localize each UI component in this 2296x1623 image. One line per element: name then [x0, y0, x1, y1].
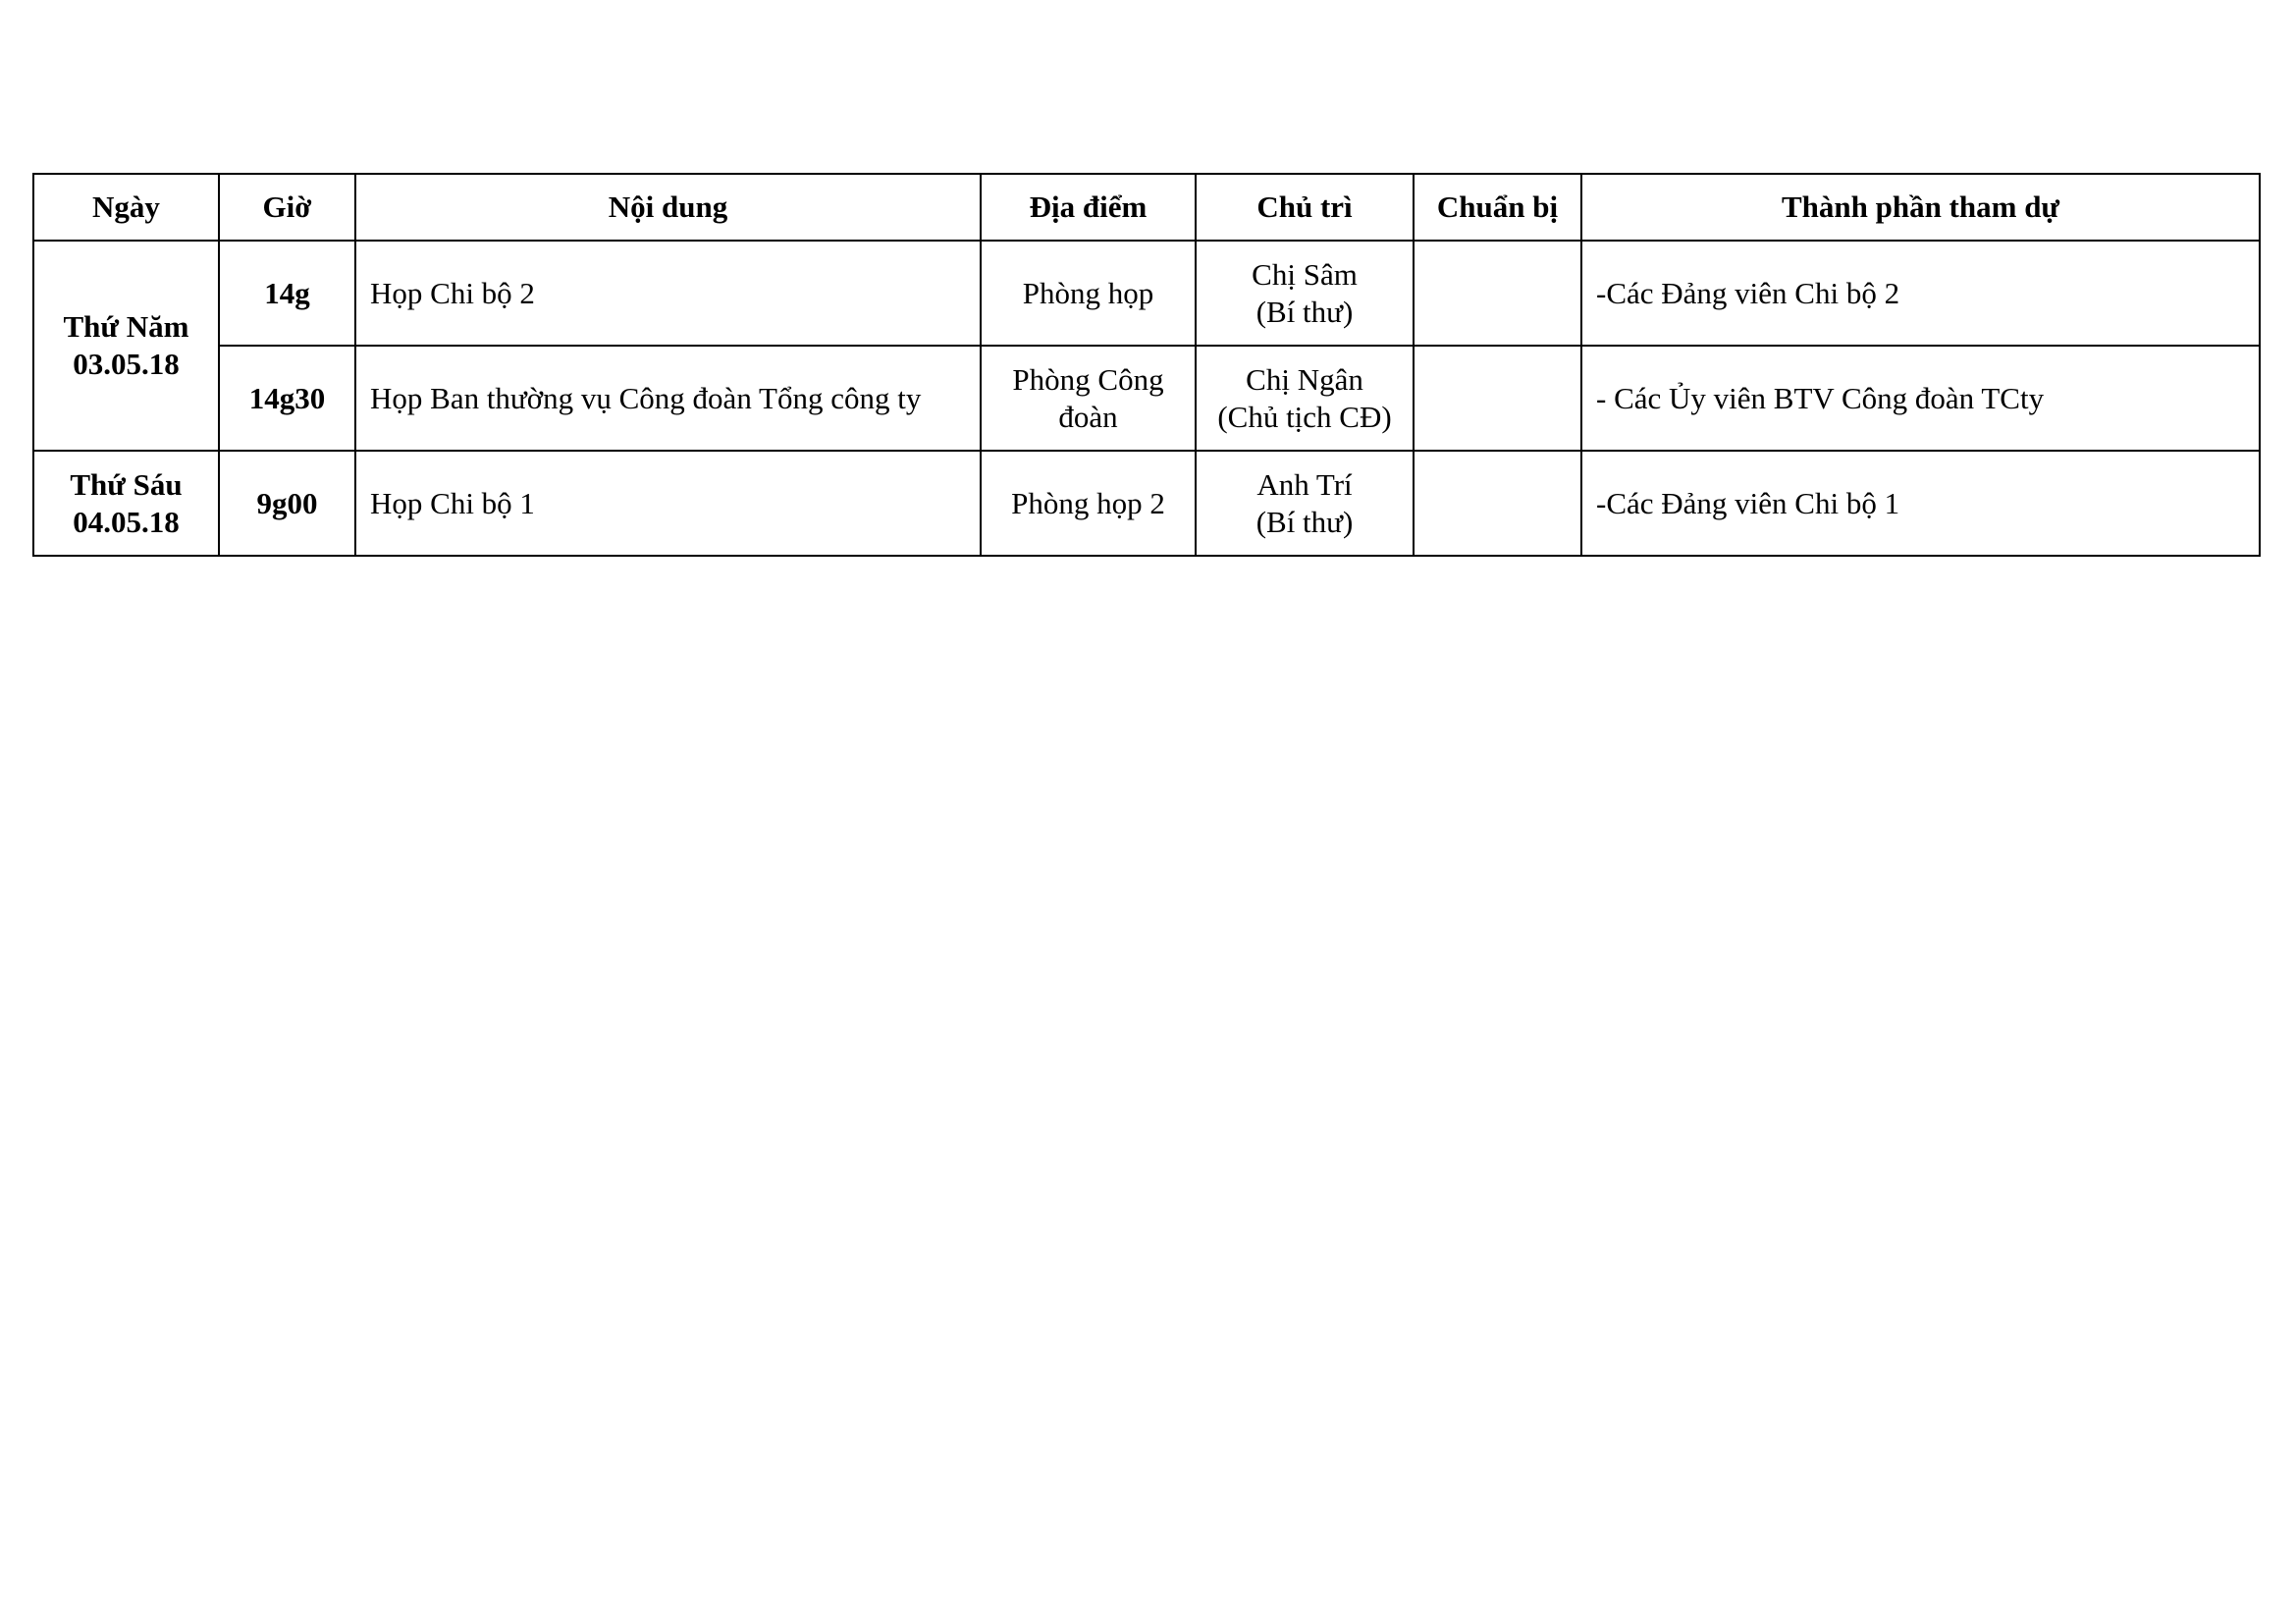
chair-role: (Bí thư)	[1255, 294, 1354, 329]
weekday: Thứ Năm	[63, 309, 189, 344]
chair-cell	[1196, 241, 1414, 346]
chair-cell	[1196, 451, 1414, 556]
chair-name: Chị Ngân	[1246, 361, 1363, 397]
place-line: đoàn	[1058, 399, 1118, 434]
chair-cell	[1196, 346, 1414, 451]
date: 03.05.18	[73, 347, 180, 381]
table-row	[33, 241, 2260, 346]
weekday: Thứ Sáu	[70, 466, 183, 502]
attendees-cell: - Các Ủy viên BTV Công đoàn TCty	[1581, 346, 2260, 451]
time-cell: 14g	[219, 241, 355, 346]
header-place: Địa điểm	[981, 174, 1196, 241]
header-date: Ngày	[33, 174, 219, 241]
chair-role: (Chủ tịch CĐ)	[1217, 399, 1392, 434]
place-cell	[981, 241, 1196, 346]
place-line: Phòng Công	[1012, 361, 1164, 397]
date: 04.05.18	[73, 504, 180, 539]
date-cell	[33, 241, 219, 451]
content-cell: Họp Chi bộ 2	[355, 241, 981, 346]
prep-cell	[1414, 241, 1581, 346]
chair-name: Anh Trí	[1256, 466, 1353, 502]
header-row	[33, 174, 2260, 241]
header-prep: Chuẩn bị	[1414, 174, 1581, 241]
place-line: Phòng họp 2	[1011, 485, 1165, 520]
header-attendees: Thành phần tham dự	[1581, 174, 2260, 241]
attendees-cell: -Các Đảng viên Chi bộ 2	[1581, 241, 2260, 346]
schedule-table	[32, 173, 2261, 557]
table-row	[33, 451, 2260, 556]
content-cell: Họp Ban thường vụ Công đoàn Tổng công ty	[355, 346, 981, 451]
content-cell: Họp Chi bộ 1	[355, 451, 981, 556]
header-chair: Chủ trì	[1196, 174, 1414, 241]
chair-role: (Bí thư)	[1255, 504, 1354, 539]
prep-cell	[1414, 346, 1581, 451]
date-cell	[33, 451, 219, 556]
place-line: Phòng họp	[1022, 275, 1154, 310]
time-cell: 14g30	[219, 346, 355, 451]
time-cell: 9g00	[219, 451, 355, 556]
place-cell	[981, 451, 1196, 556]
table-row	[33, 346, 2260, 451]
attendees-cell: -Các Đảng viên Chi bộ 1	[1581, 451, 2260, 556]
place-cell	[981, 346, 1196, 451]
header-content: Nội dung	[355, 174, 981, 241]
prep-cell	[1414, 451, 1581, 556]
chair-name: Chị Sâm	[1252, 256, 1358, 292]
header-time: Giờ	[219, 174, 355, 241]
